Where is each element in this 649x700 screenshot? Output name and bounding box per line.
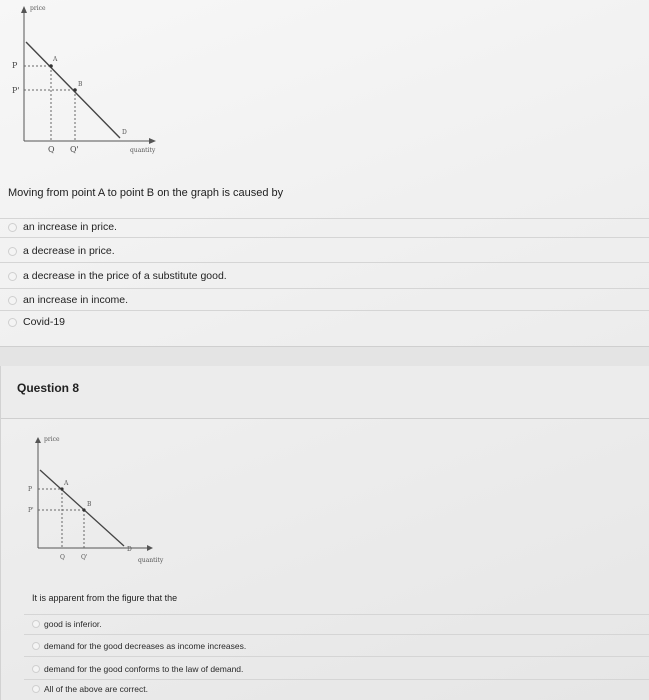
q8-heading: Question 8 <box>17 381 80 395</box>
q8-header <box>1 366 649 419</box>
q7-divider-2 <box>0 262 649 263</box>
q7-demand-label: D <box>122 129 127 136</box>
q8-demand-curve <box>40 470 124 546</box>
q7-option-4-label: an increase in income. <box>23 294 129 306</box>
q7-point-a <box>49 64 53 68</box>
q8-option-3[interactable] <box>32 664 243 674</box>
radio-icon[interactable] <box>8 296 17 305</box>
q7-x-axis-label: quantity <box>130 147 156 154</box>
q8-divider-2 <box>24 656 649 657</box>
q8-divider-top <box>24 614 649 615</box>
radio-icon[interactable] <box>32 642 40 650</box>
q8-q-label: Q <box>60 554 65 561</box>
q8-divider-1 <box>24 634 649 635</box>
q7-option-2[interactable] <box>8 245 115 257</box>
q8-demand-label: D <box>127 546 132 553</box>
q8-option-2[interactable] <box>32 641 246 651</box>
q8-point-a <box>60 487 63 490</box>
q7-y-axis-label: price <box>30 5 46 12</box>
q8-point-b <box>82 508 85 511</box>
q7-option-3[interactable] <box>8 270 227 282</box>
q7-question-text: Moving from point A to point B on the graph is caused by <box>8 187 284 199</box>
q8-p-label: P <box>28 486 33 493</box>
q8-y-arrow-icon <box>35 437 41 443</box>
q7-q2-label: Q' <box>70 145 79 154</box>
radio-icon[interactable] <box>32 665 40 673</box>
q8-point-b-label: B <box>87 501 92 508</box>
q8-x-arrow-icon <box>147 545 153 551</box>
q7-option-3-label: a decrease in the price of a substitute good. <box>23 270 227 282</box>
question-separator <box>0 346 649 368</box>
q8-q2-label: Q' <box>81 554 88 561</box>
q7-p2-label: P' <box>12 86 20 95</box>
q8-option-3-label: demand for the good conforms to the law of demand. <box>44 664 244 674</box>
q8-option-2-label: demand for the good decreases as income increases. <box>44 641 247 651</box>
q7-option-1[interactable] <box>8 221 117 233</box>
q7-option-4[interactable] <box>8 294 128 306</box>
q7-demand-graph-svg <box>0 0 180 165</box>
q8-demand-graph <box>20 432 170 572</box>
q7-divider-1 <box>0 237 649 238</box>
radio-icon[interactable] <box>8 247 17 256</box>
q7-point-a-label: A <box>53 56 58 63</box>
q7-option-1-label: an increase in price. <box>23 221 117 233</box>
q8-point-a-label: A <box>64 480 69 487</box>
q7-divider-4 <box>0 310 649 311</box>
q7-q-label: Q <box>48 145 55 154</box>
q8-y-axis-label: price <box>44 436 60 443</box>
q7-option-5[interactable] <box>8 316 65 328</box>
q8-x-axis-label: quantity <box>138 557 164 564</box>
q7-point-b-label: B <box>78 81 83 88</box>
q8-demand-graph-svg <box>20 432 170 572</box>
q7-demand-graph <box>0 0 180 165</box>
radio-icon[interactable] <box>8 272 17 281</box>
q7-divider-3 <box>0 288 649 289</box>
radio-icon[interactable] <box>32 620 40 628</box>
radio-icon[interactable] <box>8 318 17 327</box>
q7-divider-top <box>0 218 649 219</box>
q7-x-arrow-icon <box>149 138 156 144</box>
q8-divider-3 <box>24 679 649 680</box>
q7-option-5-label: Covid-19 <box>23 316 66 328</box>
q8-option-1-label: good is inferior. <box>44 619 102 629</box>
q8-option-4[interactable] <box>32 684 148 694</box>
q7-point-b <box>73 88 77 92</box>
q7-y-arrow-icon <box>21 6 27 13</box>
q7-option-2-label: a decrease in price. <box>23 245 115 257</box>
q7-p-label: P <box>12 61 18 70</box>
radio-icon[interactable] <box>32 685 40 693</box>
q8-option-1[interactable] <box>32 619 102 629</box>
radio-icon[interactable] <box>8 223 17 232</box>
q8-option-4-label: All of the above are correct. <box>44 684 148 694</box>
q8-p2-label: P' <box>28 507 34 514</box>
q8-question-text: It is apparent from the figure that the <box>32 593 178 603</box>
